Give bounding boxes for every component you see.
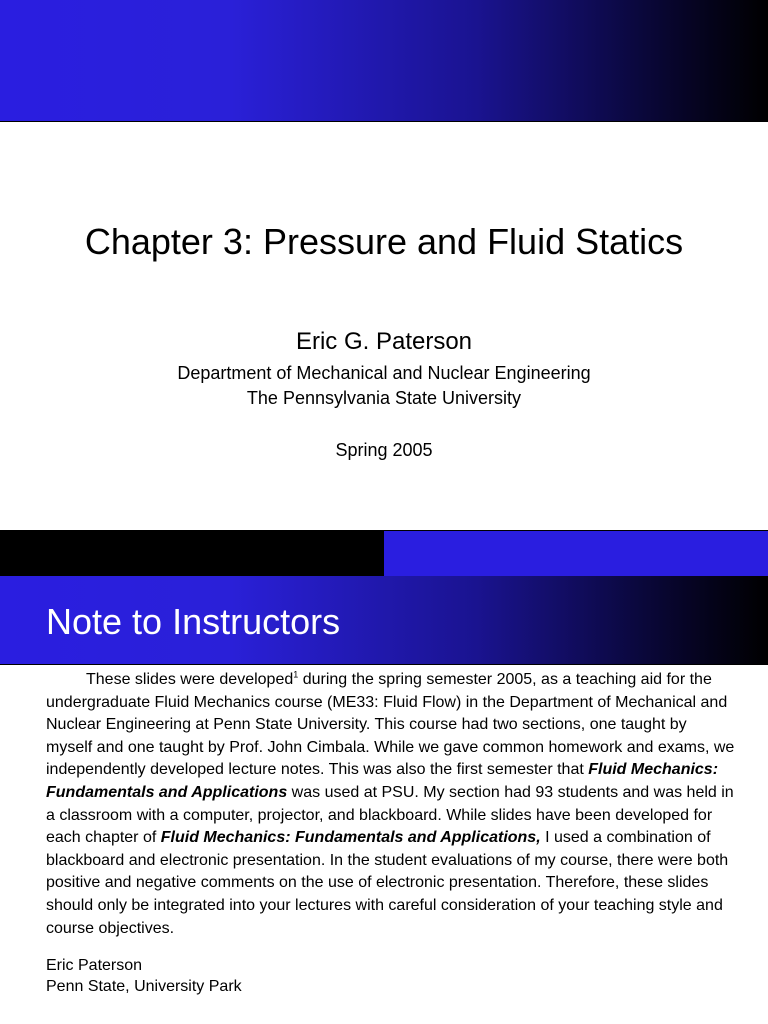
signature <box>46 955 242 997</box>
book-title-2: Fluid Mechanics: Fundamentals and Applications, <box>160 829 541 847</box>
note-slide <box>0 530 768 1024</box>
footnote-mark: 1 <box>293 669 299 680</box>
term-line: Spring 2005 <box>335 440 433 460</box>
body-part-4: I used a combination of blackboard and electronic presentation. In the student evaluations of my course, there were both positive and negative comments on the use of electronic presentation. Therefore, these slides should only be integrated into your lectures with careful consideration of your teaching style and course objectives. <box>46 829 729 937</box>
note-body <box>46 669 736 940</box>
author-name: Eric G. Paterson <box>295 328 473 355</box>
signature-name: Eric Paterson <box>46 957 143 974</box>
title-slide-banner <box>0 0 768 122</box>
body-part-1: These slides were developed <box>86 671 294 688</box>
signature-place: Penn State, University Park <box>46 978 242 995</box>
note-heading: Note to Instructors <box>46 601 341 642</box>
slide-title: Chapter 3: Pressure and Fluid Statics <box>84 221 684 262</box>
divider-blue-bar <box>384 530 768 576</box>
book-title-1: Fluid Mechanics: Fundamentals and Applications <box>46 761 719 801</box>
university-line: The Pennsylvania State University <box>246 388 522 408</box>
department-line: Department of Mechanical and Nuclear Engineering <box>177 363 591 383</box>
body-part-3: was used at PSU. My section had 93 students and was held in a classroom with a computer, projector, and blackboard. While slides have been developed for each chapter of <box>46 783 734 847</box>
body-part-2: during the spring semester 2005, as a teaching aid for the undergraduate Fluid Mechanics course (ME33: Fluid Flow) in the Department of Mechanical and Nuclear Engineering at Penn State University. This course had two sections, one taught by myself and one taught by Prof. John Cimbala. While we gave common homework and exams, we independently developed lecture notes. This was also the first semester that <box>46 671 735 779</box>
divider-black-bar <box>0 530 384 576</box>
